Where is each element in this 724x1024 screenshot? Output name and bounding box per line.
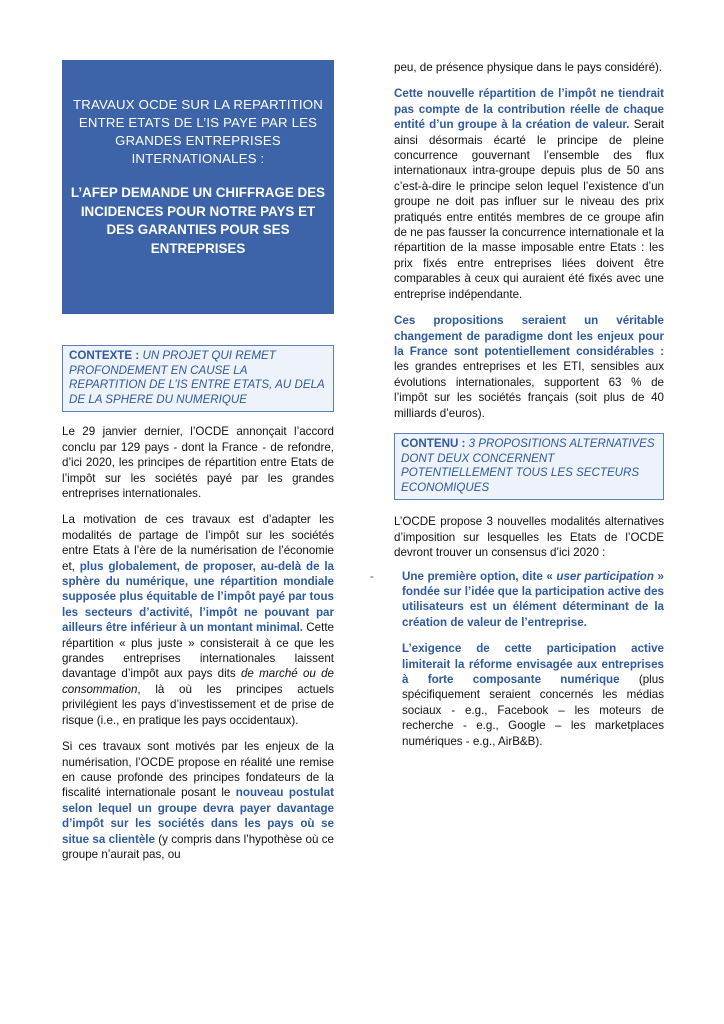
left-p2-highlight: plus globalement, de proposer, au-delà de la sphère du numérique, une répartition mondiale supposée plus équitable de l’impôt payé par tous les secteurs d’activité, l’impôt ne pouvant par ailleurs être inférieur à un montant minimal.: [62, 559, 334, 635]
right-p3-text: les grandes entreprises et les ETI, sensibles aux évolutions internationales, supportent 63 % de l’impôt sur les sociétés français (soit plus de 40 milliards d’euros).: [394, 360, 664, 420]
left-p3-text-c: (y compris dans l’hypothèse où ce groupe n’aurait pas, ou: [62, 832, 334, 861]
title-box: [62, 60, 334, 314]
left-p2-text-e: , là où les principes actuels privilégient les pays d’investissement et de prise de risque (i.e., en pratique les pays occidentaux).: [62, 682, 334, 727]
left-p3-highlight: nouveau postulat selon lequel un groupe devra payer davantage d’impôt sur les sociétés dans les pays où se situe sa clientèle: [62, 786, 334, 846]
left-paragraph-3: [62, 739, 334, 862]
right-p3-highlight: Ces propositions seraient un véritable changement de paradigme dont les enjeux pour la France sont potentiellement considérables :: [394, 314, 664, 358]
page-subtitle: L’AFEP DEMANDE UN CHIFFRAGE DES INCIDENCES POUR NOTRE PAYS ET DES GARANTIES POUR SES ENTREPRISES: [70, 185, 326, 256]
bullet-1-text-c: » fondée sur l’idée que la participation active des utilisateurs est un élément déterminant de la création de valeur de l’entreprise.: [402, 569, 664, 629]
right-paragraph-1: peu, de présence physique dans le pays considéré).: [394, 61, 663, 74]
page-title: TRAVAUX OCDE SUR LA REPARTITION ENTRE ETATS DE L’IS PAYE PAR LES GRANDES ENTREPRISES INTERNATIONALES :: [73, 97, 323, 166]
right-p2-highlight: Cette nouvelle répartition de l’impôt ne tiendrait pas compte de la contribution réelle de chaque entité d’un groupe à la création de valeur.: [394, 87, 664, 132]
right-column: [370, 60, 664, 749]
contexte-lead: CONTEXTE :: [69, 349, 140, 362]
bullet-1-text-a: Une première option, dite «: [402, 569, 553, 583]
right-paragraph-4: L’OCDE propose 3 nouvelles modalités alternatives d’imposition sur lesquelles les Etats de l’OCDE devront trouver un consensus d’ici 2020 :: [394, 515, 664, 560]
contenu-lead: CONTENU :: [401, 436, 466, 450]
dash-bullet: -: [370, 569, 374, 583]
left-p3-text-a: Si ces travaux sont motivés par les enjeux de la numérisation, l’OCDE propose en réalité une remise en cause profonde des principes fondateurs de la fiscalité internationale posant le: [62, 740, 334, 800]
right-paragraph-2: [394, 86, 664, 302]
right-p2-text: Serait ainsi désormais écarté le principe de pleine concurrence gouvernant l’ensemble des flux internationaux intra-groupe depuis plus de 50 ans c’est-à-dire le principe selon lequel l’existence d’un groupe ne doit pas influer sur le niveau des prix pratiqués entre entités membres de ce groupe afin de ne pas fausser la concurrence internationale et la répartition de la masse imposable entre Etats : les prix fixés entre entreprises liées doivent être comparables à ceux qui auraient été fixés avec une entreprise indépendante.: [394, 118, 664, 301]
left-paragraph-1: Le 29 janvier dernier, l’OCDE annonçait l’accord conclu par 129 pays - dont la France - de refondre, d’ici 2020, les principes de répartition entre Etats de l’impôt sur les sociétés payé par les grandes entreprises internationales.: [62, 425, 334, 500]
bullet-1-italic: user participation: [556, 569, 654, 583]
bullet-2-text: (plus spécifiquement seraient concernés les médias sociaux - e.g., Facebook – les moteurs de recherche - e.g., Google – les marketplaces numériques - e.g., AirB&B).: [402, 672, 664, 748]
left-paragraph-2: [62, 512, 334, 728]
left-p2-text-a: La motivation de ces travaux est d’adapter les modalités de partage de l’impôt sur les sociétés entre Etats à l’ère de la numérisation de l’économie et,: [62, 513, 334, 573]
contenu-heading: [394, 433, 664, 500]
bullet-2-highlight: L’exigence de cette participation active limiterait la réforme envisagée aux entreprises à forte composante numérique: [402, 642, 664, 686]
right-paragraph-3: [394, 313, 664, 421]
contexte-rest: UN PROJET QUI REMET PROFONDEMENT EN CAUSE LA REPARTITION DE L’IS ENTRE ETATS, AU DELA DE LA SPHERE DU NUMERIQUE: [69, 349, 325, 406]
left-p2-text-c: Cette répartition « plus juste » consisterait à ce que les grandes entreprises internationales laissent davantage d’impôt aux pays dits: [62, 621, 334, 681]
left-column: [62, 60, 334, 862]
bullet-1-continuation: [402, 641, 664, 749]
contexte-heading: [62, 345, 334, 412]
contenu-rest: 3 PROPOSITIONS ALTERNATIVES DONT DEUX CONCERNENT POTENTIELLEMENT TOUS LES SECTEURS ECONOMIQUES: [401, 436, 655, 494]
left-p2-italic: de marché ou de consommation: [62, 667, 335, 696]
bullet-1: [402, 569, 664, 631]
list-item: [370, 569, 664, 749]
